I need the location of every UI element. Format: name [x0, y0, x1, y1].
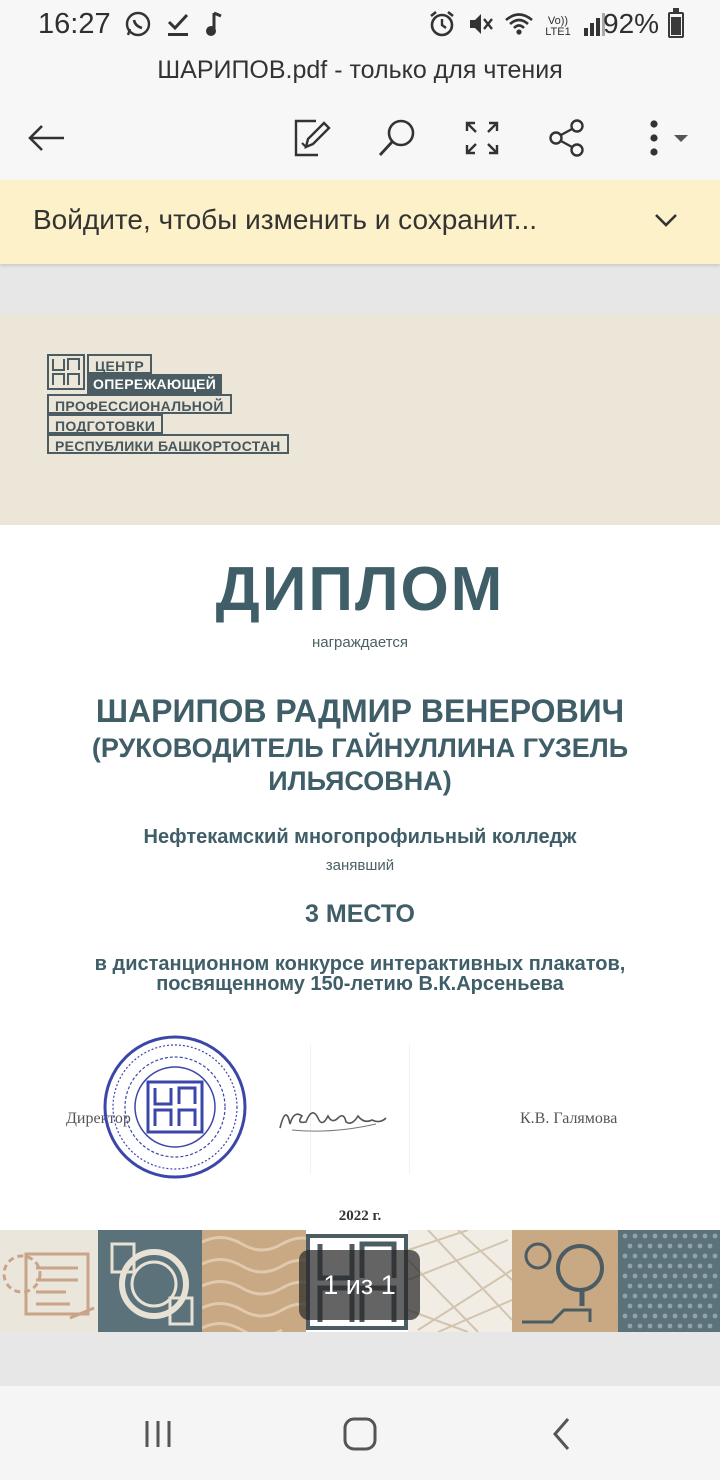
sign-in-banner[interactable]	[0, 180, 720, 264]
banner-text: Войдите, чтобы изменить и сохранит...	[33, 204, 538, 235]
awarded-label: награждается	[311, 634, 409, 651]
college-name: Нефтекамский многопрофильный колледж	[143, 826, 577, 848]
tile-pattern-lines	[408, 1230, 512, 1332]
page-indicator: 1 из 1	[299, 1250, 420, 1320]
diploma-year: 2022 г.	[338, 1208, 382, 1224]
search-button[interactable]	[369, 110, 425, 166]
official-stamp-icon	[102, 1034, 248, 1180]
tile-analysis-icon	[512, 1230, 618, 1332]
director-name: К.В. Галямова	[520, 1110, 618, 1127]
fullscreen-icon	[464, 120, 500, 156]
contest-description: в дистанционном конкурсе интерактивных плакатов, посвященному 150-летию В.К.Арсеньева	[94, 953, 626, 995]
edit-pen-icon	[292, 117, 332, 159]
logo-line: ПРОФЕССИОНАЛЬНОЙ	[47, 394, 232, 414]
diploma-header-band	[0, 314, 720, 525]
signature-icon	[272, 1094, 392, 1144]
mute-icon	[466, 10, 494, 43]
network-type-label: Vo)) LTE1	[545, 14, 571, 38]
pdf-page[interactable]	[0, 314, 720, 1332]
chevron-down-icon	[654, 212, 678, 228]
logo-line: ЦЕНТР	[87, 354, 152, 374]
back-arrow-icon	[26, 122, 66, 154]
home-button[interactable]	[334, 1408, 386, 1460]
status-bar	[0, 0, 720, 50]
tile-pattern-beige	[202, 1230, 306, 1332]
back-button[interactable]	[18, 110, 74, 166]
status-time: 16:27	[38, 8, 111, 40]
system-nav-bar	[0, 1386, 720, 1480]
recipient-supervisor: (РУКОВОДИТЕЛЬ ГАЙНУЛЛИНА ГУЗЕЛЬ ИЛЬЯСОВНА)	[91, 733, 629, 796]
whatsapp-icon	[124, 10, 152, 43]
back-nav-button[interactable]	[536, 1408, 588, 1460]
copp-logo-mark-icon	[47, 354, 85, 390]
document-title: ШАРИПОВ.pdf - только для чтения	[157, 56, 563, 84]
fullscreen-button[interactable]	[454, 110, 510, 166]
app-bar	[0, 50, 720, 180]
director-label: Директор	[66, 1110, 131, 1127]
share-icon	[548, 118, 586, 158]
tile-document-icon	[0, 1230, 98, 1332]
search-icon	[377, 118, 417, 158]
edit-button[interactable]	[284, 110, 340, 166]
music-note-icon	[204, 10, 224, 43]
taking-label: занявший	[325, 857, 395, 874]
diploma-title: ДИПЛОМ	[215, 555, 505, 624]
home-icon	[342, 1416, 378, 1452]
more-vert-icon	[644, 118, 690, 158]
alarm-icon	[428, 10, 456, 43]
tile-cooperation-icon	[98, 1230, 202, 1332]
wifi-icon	[504, 10, 534, 43]
battery-charging-icon	[668, 12, 684, 38]
logo-line: ОПЕРЕЖАЮЩЕЙ	[87, 374, 222, 394]
tile-pattern-dots	[618, 1230, 720, 1332]
download-done-icon	[166, 10, 190, 43]
back-icon	[550, 1416, 574, 1452]
recent-apps-icon	[141, 1417, 175, 1451]
expand-banner-button[interactable]	[646, 200, 686, 240]
signature-block	[0, 1024, 720, 1204]
share-button[interactable]	[539, 110, 595, 166]
logo-line: РЕСПУБЛИКИ БАШКОРТОСТАН	[47, 434, 289, 454]
logo-line: ПОДГОТОВКИ	[47, 414, 163, 434]
recipient-name: ШАРИПОВ РАДМИР ВЕНЕРОВИЧ	[95, 693, 625, 729]
place-label: 3 МЕСТО	[305, 900, 415, 928]
more-options-button[interactable]	[634, 110, 700, 166]
battery-percent: 92%	[603, 8, 660, 39]
recent-apps-button[interactable]	[132, 1408, 184, 1460]
